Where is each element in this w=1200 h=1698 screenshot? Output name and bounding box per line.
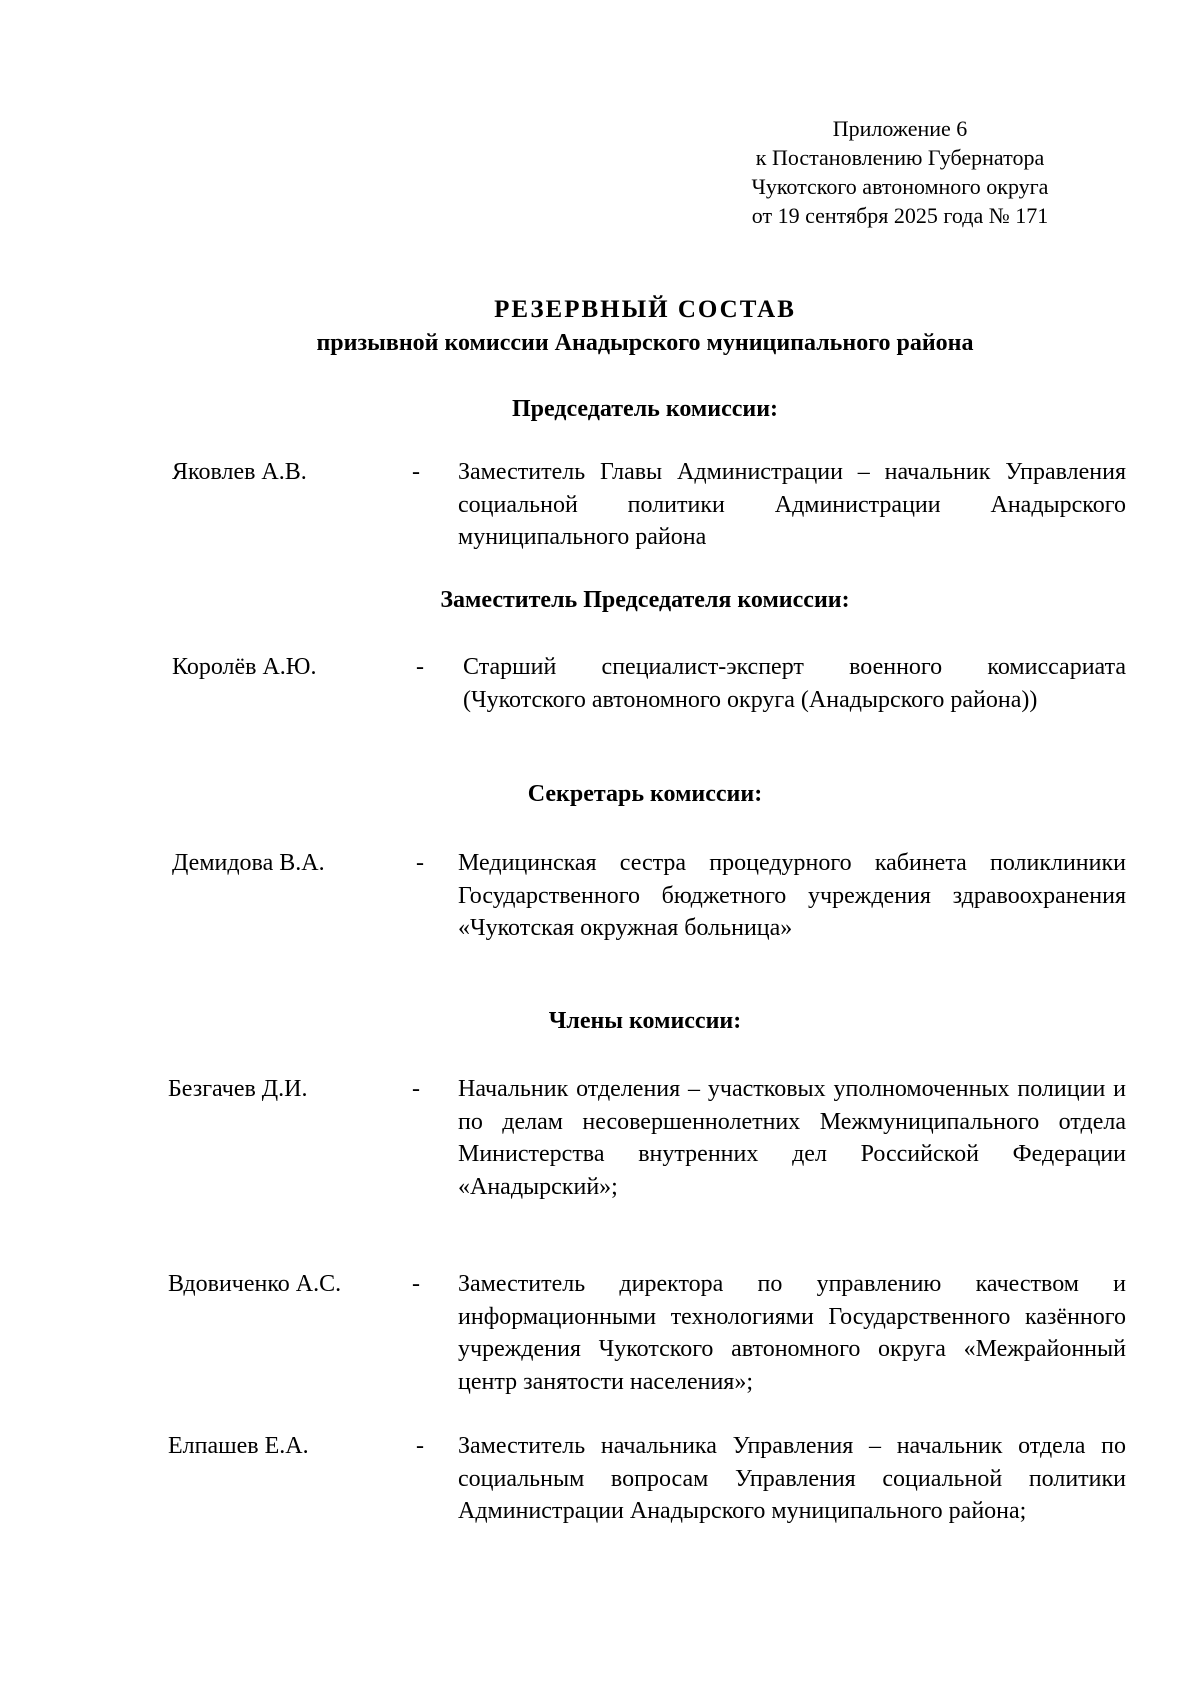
members-heading: Члены комиссии: xyxy=(548,1008,742,1034)
entry-name: Вдовиченко А.С. xyxy=(168,1271,342,1297)
title-main: РЕЗЕРВНЫЙ СОСТАВ xyxy=(494,296,796,323)
deputy-heading: Заместитель Председателя комиссии: xyxy=(440,587,850,613)
entry-name: Елпашев Е.А. xyxy=(168,1433,309,1459)
entry-dash: - xyxy=(416,1433,424,1459)
title-subtitle: призывной комиссии Анадырского муниципального района xyxy=(316,330,974,356)
annex-header xyxy=(730,114,1070,230)
entry-dash: - xyxy=(412,1271,420,1297)
entry-dash: - xyxy=(416,850,424,876)
entry-description: Начальник отделения – участковых уполномоченных полиции и по делам несовершеннолетних Межмуниципального отдела Министерства внутренних дел Российской Федерации «Анадырский»; xyxy=(458,1076,1126,1200)
entry-description: Заместитель начальника Управления – начальник отдела по социальным вопросам Управления социальной политики Администрации Анадырского муниципального района; xyxy=(458,1433,1126,1524)
entry-name: Королёв А.Ю. xyxy=(172,654,317,680)
entry-name: Демидова В.А. xyxy=(172,850,325,876)
entry-name: Яковлев А.В. xyxy=(172,459,307,485)
annex-line-2: к Постановлению Губернатора xyxy=(755,145,1045,170)
annex-line-1: Приложение 6 xyxy=(832,116,968,141)
entry-name: Безгачев Д.И. xyxy=(168,1076,308,1102)
entry-description: Медицинская сестра процедурного кабинета поликлиники Государственного бюджетного учреждения здравоохранения «Чукотская окружная больница» xyxy=(458,850,1126,941)
document-title xyxy=(170,294,1120,360)
chairman-heading: Председатель комиссии: xyxy=(511,396,779,422)
entry-dash: - xyxy=(412,459,420,485)
entry-description: Заместитель директора по управлению качеством и информационными технологиями Государственного казённого учреждения Чукотского автономного округа «Межрайонный центр занятости населения»; xyxy=(458,1271,1126,1395)
entry-description: Заместитель Главы Администрации – начальник Управления социальной политики Администрации Анадырского муниципального района xyxy=(458,459,1126,550)
entry-dash: - xyxy=(412,1076,420,1102)
secretary-heading: Секретарь комиссии: xyxy=(527,781,763,807)
annex-line-3: Чукотского автономного округа xyxy=(751,174,1049,199)
entry-description: Старший специалист-эксперт военного комиссариата (Чукотского автономного округа (Анадырского района)) xyxy=(463,654,1126,713)
entry-dash: - xyxy=(416,654,424,680)
annex-line-4: от 19 сентября 2025 года № 171 xyxy=(751,203,1049,228)
